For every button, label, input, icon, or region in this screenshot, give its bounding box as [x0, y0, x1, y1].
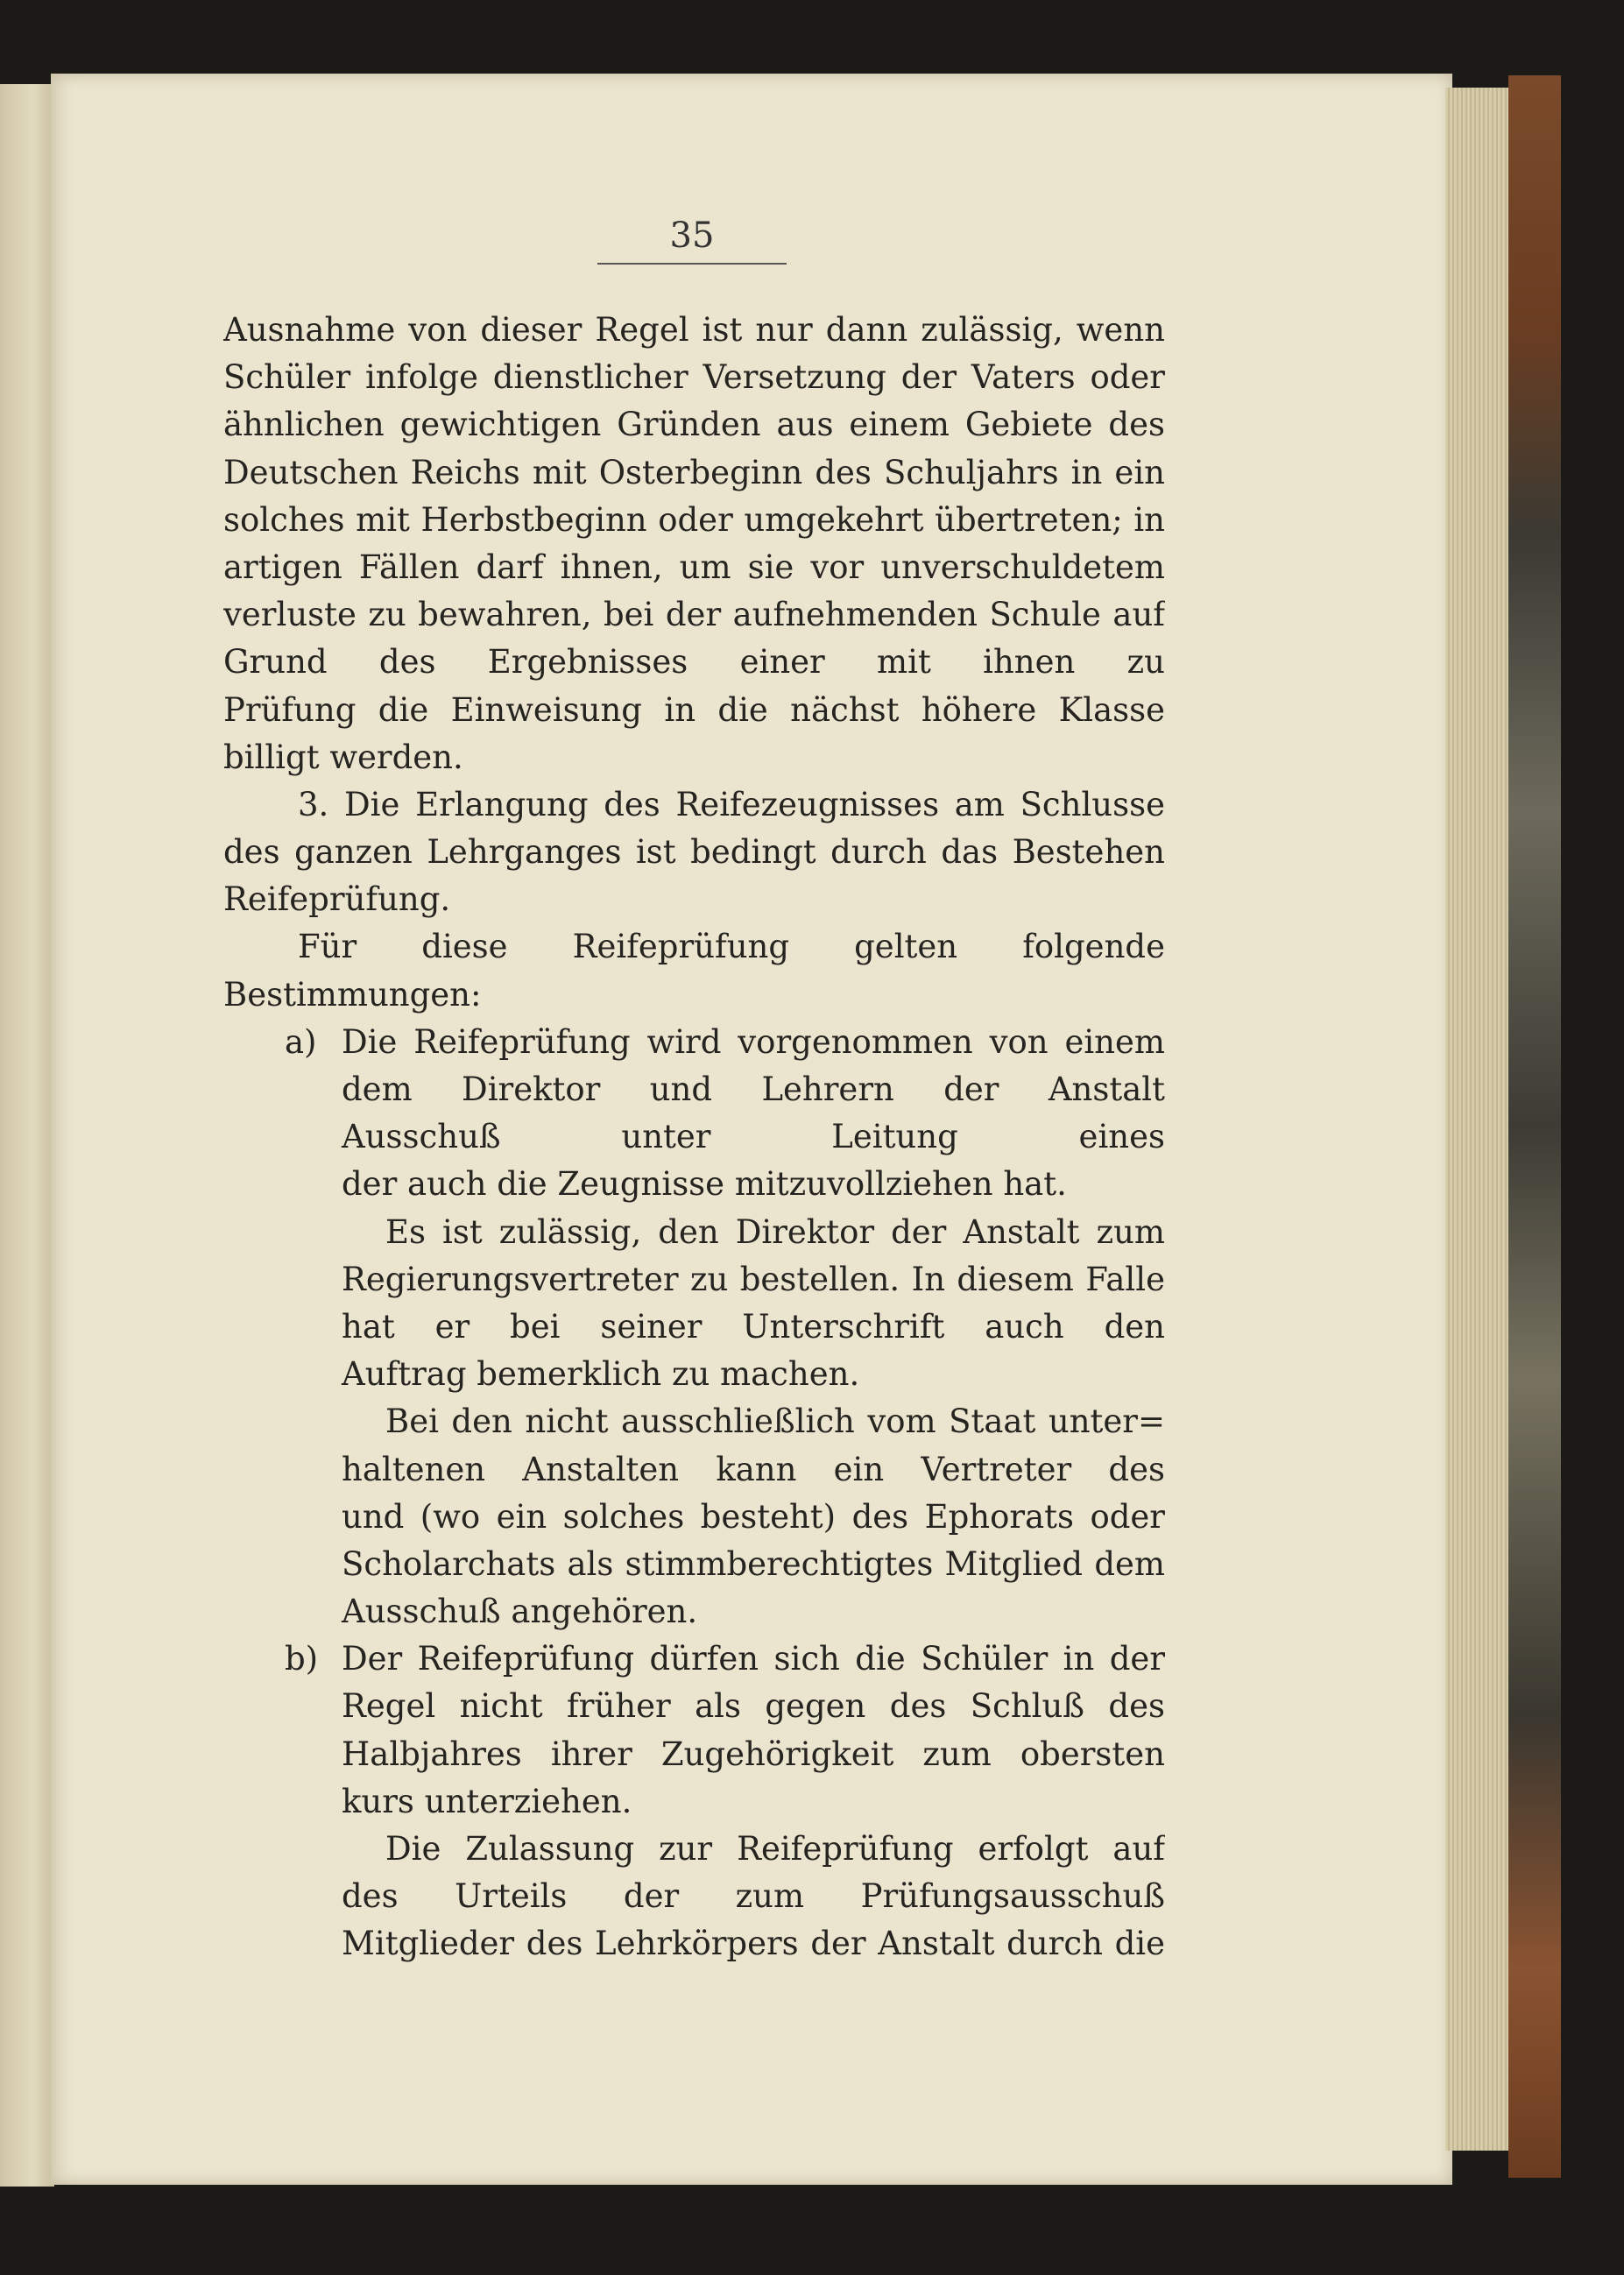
text-line: Der Reifeprüfung dürfen sich die Schüler in der: [342, 1640, 1165, 1678]
text-line: des Urteils der zum Prüfungsausschuß: [342, 1877, 1165, 1916]
text-line: hat er bei seiner Unterschrift auch den: [342, 1307, 1165, 1346]
text-line: Bei den nicht ausschließlich vom Staat unter=: [385, 1402, 1165, 1441]
page-number: 35: [669, 215, 715, 256]
text-line: Regierungsvertreter zu bestellen. In diesem Falle: [342, 1260, 1165, 1298]
list-label-a: a): [285, 1022, 317, 1061]
text-line: artigen Fällen darf ihnen, um sie vor unverschuldetem: [223, 548, 1165, 586]
text-line: billigt werden.: [223, 738, 463, 776]
text-line: Deutschen Reichs mit Osterbeginn des Schuljahrs in ein: [223, 453, 1165, 491]
body-text: [223, 307, 1165, 1968]
text-line: der auch die Zeugnisse mitzuvollziehen hat.: [342, 1165, 1067, 1204]
text-line: Ausschuß angehören.: [342, 1593, 698, 1631]
text-line: solches mit Herbstbeginn oder umgekehrt übertreten; in: [223, 500, 1165, 539]
text-line: Mitglieder des Lehrkörpers der Anstalt durch die: [342, 1925, 1165, 1963]
text-line: verluste zu bewahren, bei der aufnehmenden Schule auf: [223, 596, 1165, 634]
text-line: Die Zulassung zur Reifeprüfung erfolgt auf: [385, 1830, 1165, 1868]
text-line: dem Direktor und Lehrern der Anstalt: [342, 1070, 1165, 1108]
text-line: Halbjahres ihrer Zugehörigkeit zum obersten: [342, 1735, 1165, 1773]
text-line: Ausschuß unter Leitung eines: [342, 1118, 1165, 1156]
text-line: Reifeprüfung.: [223, 880, 451, 919]
text-line: Regel nicht früher als gegen des Schluß des: [342, 1687, 1165, 1726]
list-item-b: [223, 1636, 1165, 1683]
book-cover-edge: [1508, 75, 1561, 2178]
list-label-b: b): [285, 1640, 319, 1678]
text-line: Scholarchats als stimmberechtigtes Mitglied dem: [342, 1544, 1165, 1583]
text-line: ähnlichen gewichtigen Gründen aus einem Gebiete des: [223, 406, 1165, 444]
text-line: Die Reifeprüfung wird vorgenommen von einem: [342, 1022, 1165, 1061]
text-line: 3. Die Erlangung des Reifezeugnisses am Schlusse: [298, 785, 1165, 823]
list-item-a: [223, 1019, 1165, 1066]
text-line: haltenen Anstalten kann ein Vertreter des: [342, 1450, 1165, 1488]
text-line: kurs unterziehen.: [342, 1782, 632, 1820]
text-line: Es ist zulässig, den Direktor der Anstalt zum: [385, 1212, 1165, 1251]
text-line: Grund des Ergebnisses einer mit ihnen zu: [223, 643, 1165, 682]
facing-page-edge: [0, 84, 54, 2187]
text-line: Ausnahme von dieser Regel ist nur dann zulässig, wenn: [223, 311, 1165, 349]
text-line: Für diese Reifeprüfung gelten folgende: [298, 928, 1165, 966]
text-line: Bestimmungen:: [223, 975, 482, 1014]
text-line: Schüler infolge dienstlicher Versetzung der Vaters oder: [223, 358, 1165, 397]
text-line: Auftrag bemerklich zu machen.: [342, 1355, 860, 1394]
text-line: Prüfung die Einweisung in die nächst höhere Klasse: [223, 690, 1165, 729]
header-rule: [597, 263, 787, 265]
page-block-edges: [1445, 88, 1515, 2151]
text-line: des ganzen Lehrganges ist bedingt durch das Bestehen: [223, 833, 1165, 872]
text-line: und (wo ein solches besteht) des Ephorats oder: [342, 1497, 1165, 1536]
